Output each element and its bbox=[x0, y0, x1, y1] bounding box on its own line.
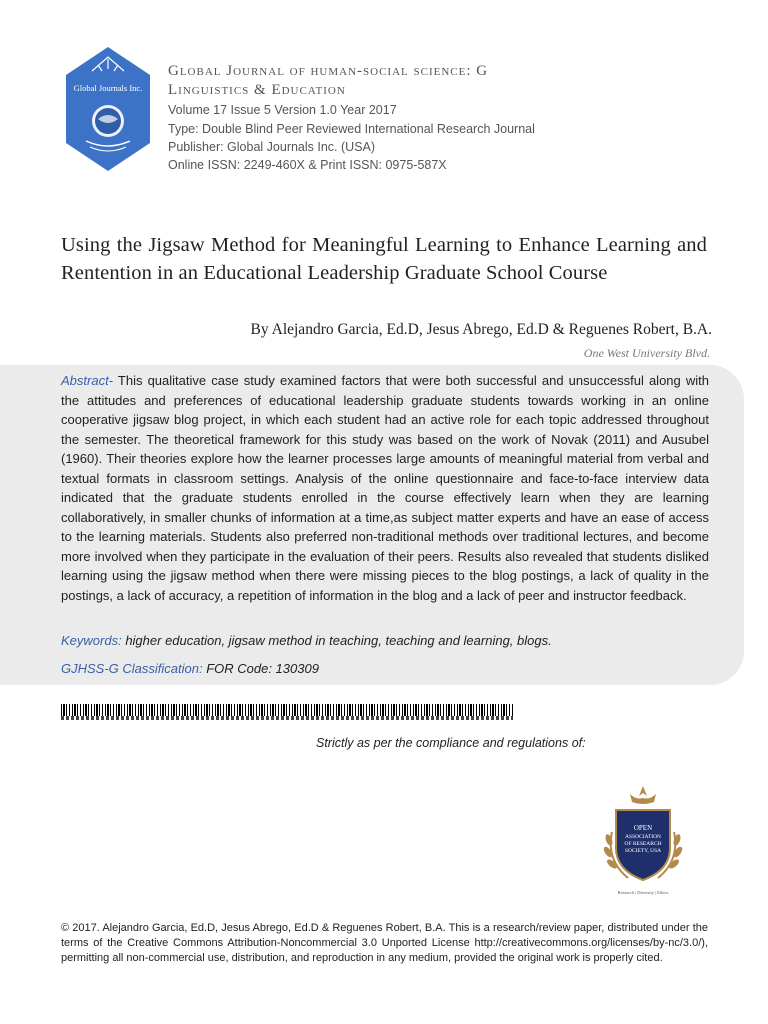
journal-title bbox=[168, 62, 488, 100]
journal-volume: Volume 17 Issue 5 Version 1.0 Year 2017 bbox=[168, 103, 397, 117]
paper-authors: By Alejandro Garcia, Ed.D, Jesus Abrego, Ed.D & Reguenes Robert, B.A. bbox=[250, 321, 712, 338]
journal-title-line1: Global Journal of human-social science: G bbox=[168, 63, 489, 79]
keywords-label: Keywords: bbox=[61, 633, 122, 648]
seal-motto: Research | Diversity | Ethics bbox=[617, 890, 669, 895]
barcode-icon bbox=[61, 704, 513, 716]
seal-line1: OPEN bbox=[633, 824, 653, 832]
license-notice: © 2017. Alejandro Garcia, Ed.D, Jesus Abrego, Ed.D & Reguenes Robert, B.A. This is a research/review paper, distributed under the terms of the Creative Commons Attribution-Noncommercial 3.0 Unported License http://creativecommons.org/licenses/by-nc/3.0/), permitting all non-commercial use, distribution, and reproduction in any medium, provided the original work is properly cited. bbox=[61, 922, 708, 964]
journal-title-line2: Linguistics & Education bbox=[168, 82, 346, 98]
seal-line4: SOCIETY, USA bbox=[624, 848, 662, 854]
abstract-text: This qualitative case study examined factors that were both successful and unsuccessful along with the attitudes and preferences of educational leadership graduate students towards working in an online cooperative jigsaw blog project, in which each student had an active role for each topic addressed throughout the semester. The theoretical framework for this study was based on the work of Novak (2011) and Ausubel (1960). Their theories explore how the learner processes large amounts of meaningful material from verbal and textual formats in classroom settings. Analysis of the online questionnaire and face-to-face interview data indicated that the graduate students enrolled in the course effectively learn when they are learning collaboratively, in smaller chunks of information at a time,as subject matter experts and have an ease of access to the learning materials. Students also preferred non-traditional methods over traditional lectures, and become more involved when they participate in the evaluation of their peers. Results also revealed that students disliked learning using the jigsaw method when there were missing pieces to the blog postings, a lack of quality in the postings, a lack of accuracy, a repetition of information in the blog and a lack of peer and instructor feedback. bbox=[61, 373, 709, 603]
keywords-text: higher education, jigsaw method in teaching, teaching and learning, blogs. bbox=[121, 633, 552, 648]
seal-line2: ASSOCIATION bbox=[624, 834, 662, 840]
classification-label: GJHSS-G Classification: bbox=[61, 661, 203, 676]
paper-affiliation: One West University Blvd. bbox=[583, 346, 710, 360]
barcode-digits bbox=[61, 716, 513, 720]
journal-issn: Online ISSN: 2249-460X & Print ISSN: 0975-587X bbox=[168, 158, 447, 172]
seal-line3: OF RESEARCH bbox=[624, 841, 662, 847]
classification-text: FOR Code: 130309 bbox=[202, 661, 319, 676]
abstract bbox=[61, 371, 709, 605]
logo-text: Global Journals Inc. bbox=[73, 83, 143, 93]
compliance-note: Strictly as per the compliance and regulations of: bbox=[316, 736, 586, 750]
keywords bbox=[61, 633, 552, 648]
paper-title: Using the Jigsaw Method for Meaningful Learning to Enhance Learning and Rentention in an Educational Leadership Graduate School Course bbox=[61, 234, 707, 284]
journal-publisher: Publisher: Global Journals Inc. (USA) bbox=[168, 140, 376, 154]
oars-seal bbox=[594, 780, 692, 900]
abstract-label: Abstract- bbox=[61, 373, 114, 388]
journal-type: Type: Double Blind Peer Reviewed International Research Journal bbox=[168, 122, 535, 136]
global-journals-logo bbox=[62, 45, 154, 173]
classification bbox=[61, 661, 319, 676]
